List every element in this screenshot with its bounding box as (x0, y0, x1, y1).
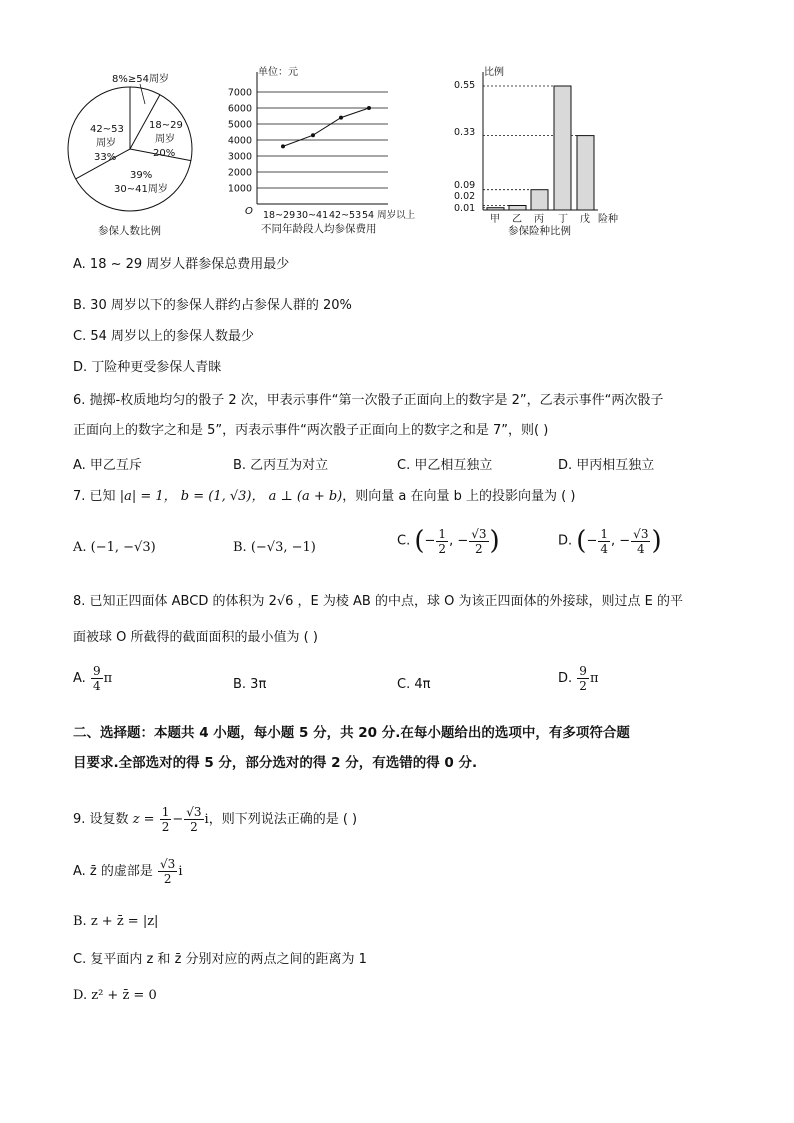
x-tick: 42~53 (329, 210, 362, 221)
fraction: $\frac{√3}{2}$ (471, 526, 487, 556)
pie-label-42: 42~53 (90, 124, 124, 135)
q6-option-a: A. 甲乙互斥 (73, 458, 142, 473)
line-unit: 单位：元 (258, 67, 298, 78)
data-point (311, 133, 315, 137)
y-tick: 6000 (227, 103, 252, 115)
q9-option-d: D. z² + z̄ = 0 (73, 988, 157, 1003)
pie-leader (140, 84, 145, 104)
q7-eq1: = 1， (136, 489, 177, 504)
pi-symbol: π (103, 671, 113, 686)
q8-option-a (73, 664, 112, 693)
q7-tail: ，则向量 a 在向量 b 上的投影向量为 ( ) (342, 489, 576, 504)
bar (577, 136, 594, 210)
y-tick: 0.09 (454, 180, 476, 191)
paren-left: ( (414, 526, 425, 556)
minus-sign: − (172, 812, 184, 827)
q5-option-c: C. 54 周岁以上的参保人数最少 (73, 329, 255, 344)
pie-label-54: 8%≥54周岁 (112, 74, 169, 85)
option-text: A. z̄ 的虚部是 (73, 864, 153, 879)
q8-option-b: B. 3π (233, 677, 267, 692)
q9-prefix: 9. 设复数 (73, 812, 129, 827)
paren-right: ) (489, 526, 500, 556)
pie-caption: 参保人数比例 (98, 225, 161, 237)
q9-option-b: B. z + z̄ = |z| (73, 914, 159, 929)
q6-stem: 正面向上的数字之和是 5”，丙表示事件“两次骰子正面向上的数字之和是 7”，则( ) (73, 423, 549, 438)
pie-label-18: 周岁 (155, 134, 175, 145)
fraction: $\frac{√3}{2}$ (160, 857, 176, 886)
fee-line (283, 108, 369, 146)
option-label: A. (73, 671, 86, 686)
bar-category: 丁 (558, 214, 568, 225)
bar-xlabel: 险种 (598, 214, 618, 225)
bar-category: 甲 (490, 214, 500, 225)
q7-option-c: C. (− $\frac{1}{2}$ , − $\frac{√3}{2}$ ) (397, 526, 500, 556)
y-tick: 5000 (227, 119, 252, 131)
q9-stem (73, 800, 357, 840)
bar-category: 丙 (534, 214, 544, 225)
pie-label-30: 30~41周岁 (114, 184, 168, 195)
section-heading: 目要求.全部选对的得 5 分，部分选对的得 2 分，有选错的得 0 分. (73, 755, 478, 771)
data-point (339, 116, 343, 120)
fraction: $\frac{9}{2}$ (579, 664, 587, 693)
q8-stem: 8. 已知正四面体 ABCD 的体积为 2√6 ，E 为棱 AB 的中点，球 O 为该正四面体的外接球，则过点 E 的平 (73, 594, 683, 609)
y-tick: 0.02 (454, 191, 476, 202)
option-label: D. (558, 671, 573, 686)
q7-a-abs: |a| (119, 489, 137, 504)
y-tick: 0.01 (454, 203, 476, 214)
y-tick: 3000 (227, 151, 252, 163)
fraction: $\frac{1}{2}$ (438, 526, 447, 556)
fraction: $\frac{√3}{4}$ (633, 526, 649, 556)
pi-symbol: π (589, 671, 599, 686)
section-heading: 二、选择题：本题共 4 小题，每小题 5 分，共 20 分.在每小题给出的选项中，有多项符合题 (73, 725, 630, 741)
bar (509, 206, 526, 211)
q7-stem (73, 488, 575, 506)
imag-unit: i (178, 864, 183, 879)
q9-option-c: C. 复平面内 z 和 z̄ 分别对应的两点之间的距离为 1 (73, 952, 367, 967)
y-tick: 4000 (227, 135, 252, 147)
x-tick: 54 周岁以上 (362, 210, 416, 221)
paren-left: ( (576, 526, 587, 556)
q7-option-d: D. (− $\frac{1}{4}$ , − $\frac{√3}{4}$ ) (558, 526, 662, 556)
bar-category: 戊 (580, 214, 590, 225)
q5-option-a: A. 18 ~ 29 周岁人群参保总费用最少 (73, 257, 290, 272)
q7-number: 7. 已知 (73, 489, 116, 504)
x-tick: 30~41 (296, 210, 329, 221)
line-caption: 不同年龄段人均参保费用 (261, 223, 377, 235)
pie-label-42: 33% (94, 152, 117, 163)
q6-option-c: C. 甲乙相互独立 (397, 458, 493, 473)
q7-perp: a ⊥ (a + b) (268, 489, 343, 504)
fraction: $\frac{1}{2}$ (161, 805, 170, 834)
data-point (367, 106, 371, 110)
q8-option-d (558, 664, 598, 693)
fraction: $\frac{√3}{2}$ (186, 805, 202, 834)
q6-option-d: D. 甲丙相互独立 (558, 458, 655, 473)
pie-chart (60, 62, 210, 242)
bar (531, 190, 548, 210)
option-label: D. (558, 533, 573, 549)
pie-label-30: 39% (130, 170, 153, 181)
bar (554, 86, 571, 210)
q5-option-b: B. 30 周岁以下的参保人群约占参保人群的 20% (73, 298, 352, 313)
q7-option-a: A. (−1, −√3) (73, 540, 156, 555)
fraction: $\frac{1}{4}$ (600, 526, 608, 556)
q9-tail: ，则下列说法正确的是 ( ) (208, 812, 358, 827)
q9-z-eq: z = (132, 812, 155, 827)
option-label: C. (397, 533, 411, 549)
pie-label-18: 18~29 (149, 120, 183, 131)
imag-unit: i (204, 812, 209, 827)
pie-label-18: 20% (153, 148, 176, 159)
y-tick: 7000 (227, 87, 252, 99)
bar-caption: 参保险种比例 (508, 225, 571, 237)
data-point (281, 144, 285, 148)
y-tick: 0.33 (454, 127, 476, 138)
paren-right: ) (651, 526, 662, 556)
x-tick: 18~29 (263, 210, 296, 221)
y-tick: 1000 (227, 183, 252, 195)
q7-option-b: B. (−√3, −1) (233, 540, 316, 555)
origin-label: O (245, 206, 253, 217)
q7-b-def: b = (1, √3)， (180, 489, 265, 504)
q8-option-c: C. 4π (397, 677, 431, 692)
q9-option-a (73, 852, 182, 892)
line-chart (220, 62, 440, 242)
bar-category: 乙 (512, 214, 522, 225)
q6-stem: 6. 抛掷-枚质地均匀的骰子 2 次，甲表示事件“第一次骰子正面向上的数字是 2”，乙表示事件“两次骰子 (73, 393, 664, 408)
y-tick: 0.55 (454, 80, 476, 91)
bar-ylabel: 比例 (484, 67, 504, 78)
fraction: $\frac{9}{4}$ (92, 664, 101, 693)
bar-chart (450, 62, 630, 242)
q6-option-b: B. 乙丙互为对立 (233, 458, 329, 473)
pie-label-42: 周岁 (96, 138, 116, 149)
bar (487, 208, 504, 210)
y-tick: 2000 (227, 167, 252, 179)
q8-stem: 面被球 O 所截得的截面面积的最小值为 ( ) (73, 630, 318, 645)
q5-option-d: D. 丁险种更受参保人青睐 (73, 360, 222, 375)
